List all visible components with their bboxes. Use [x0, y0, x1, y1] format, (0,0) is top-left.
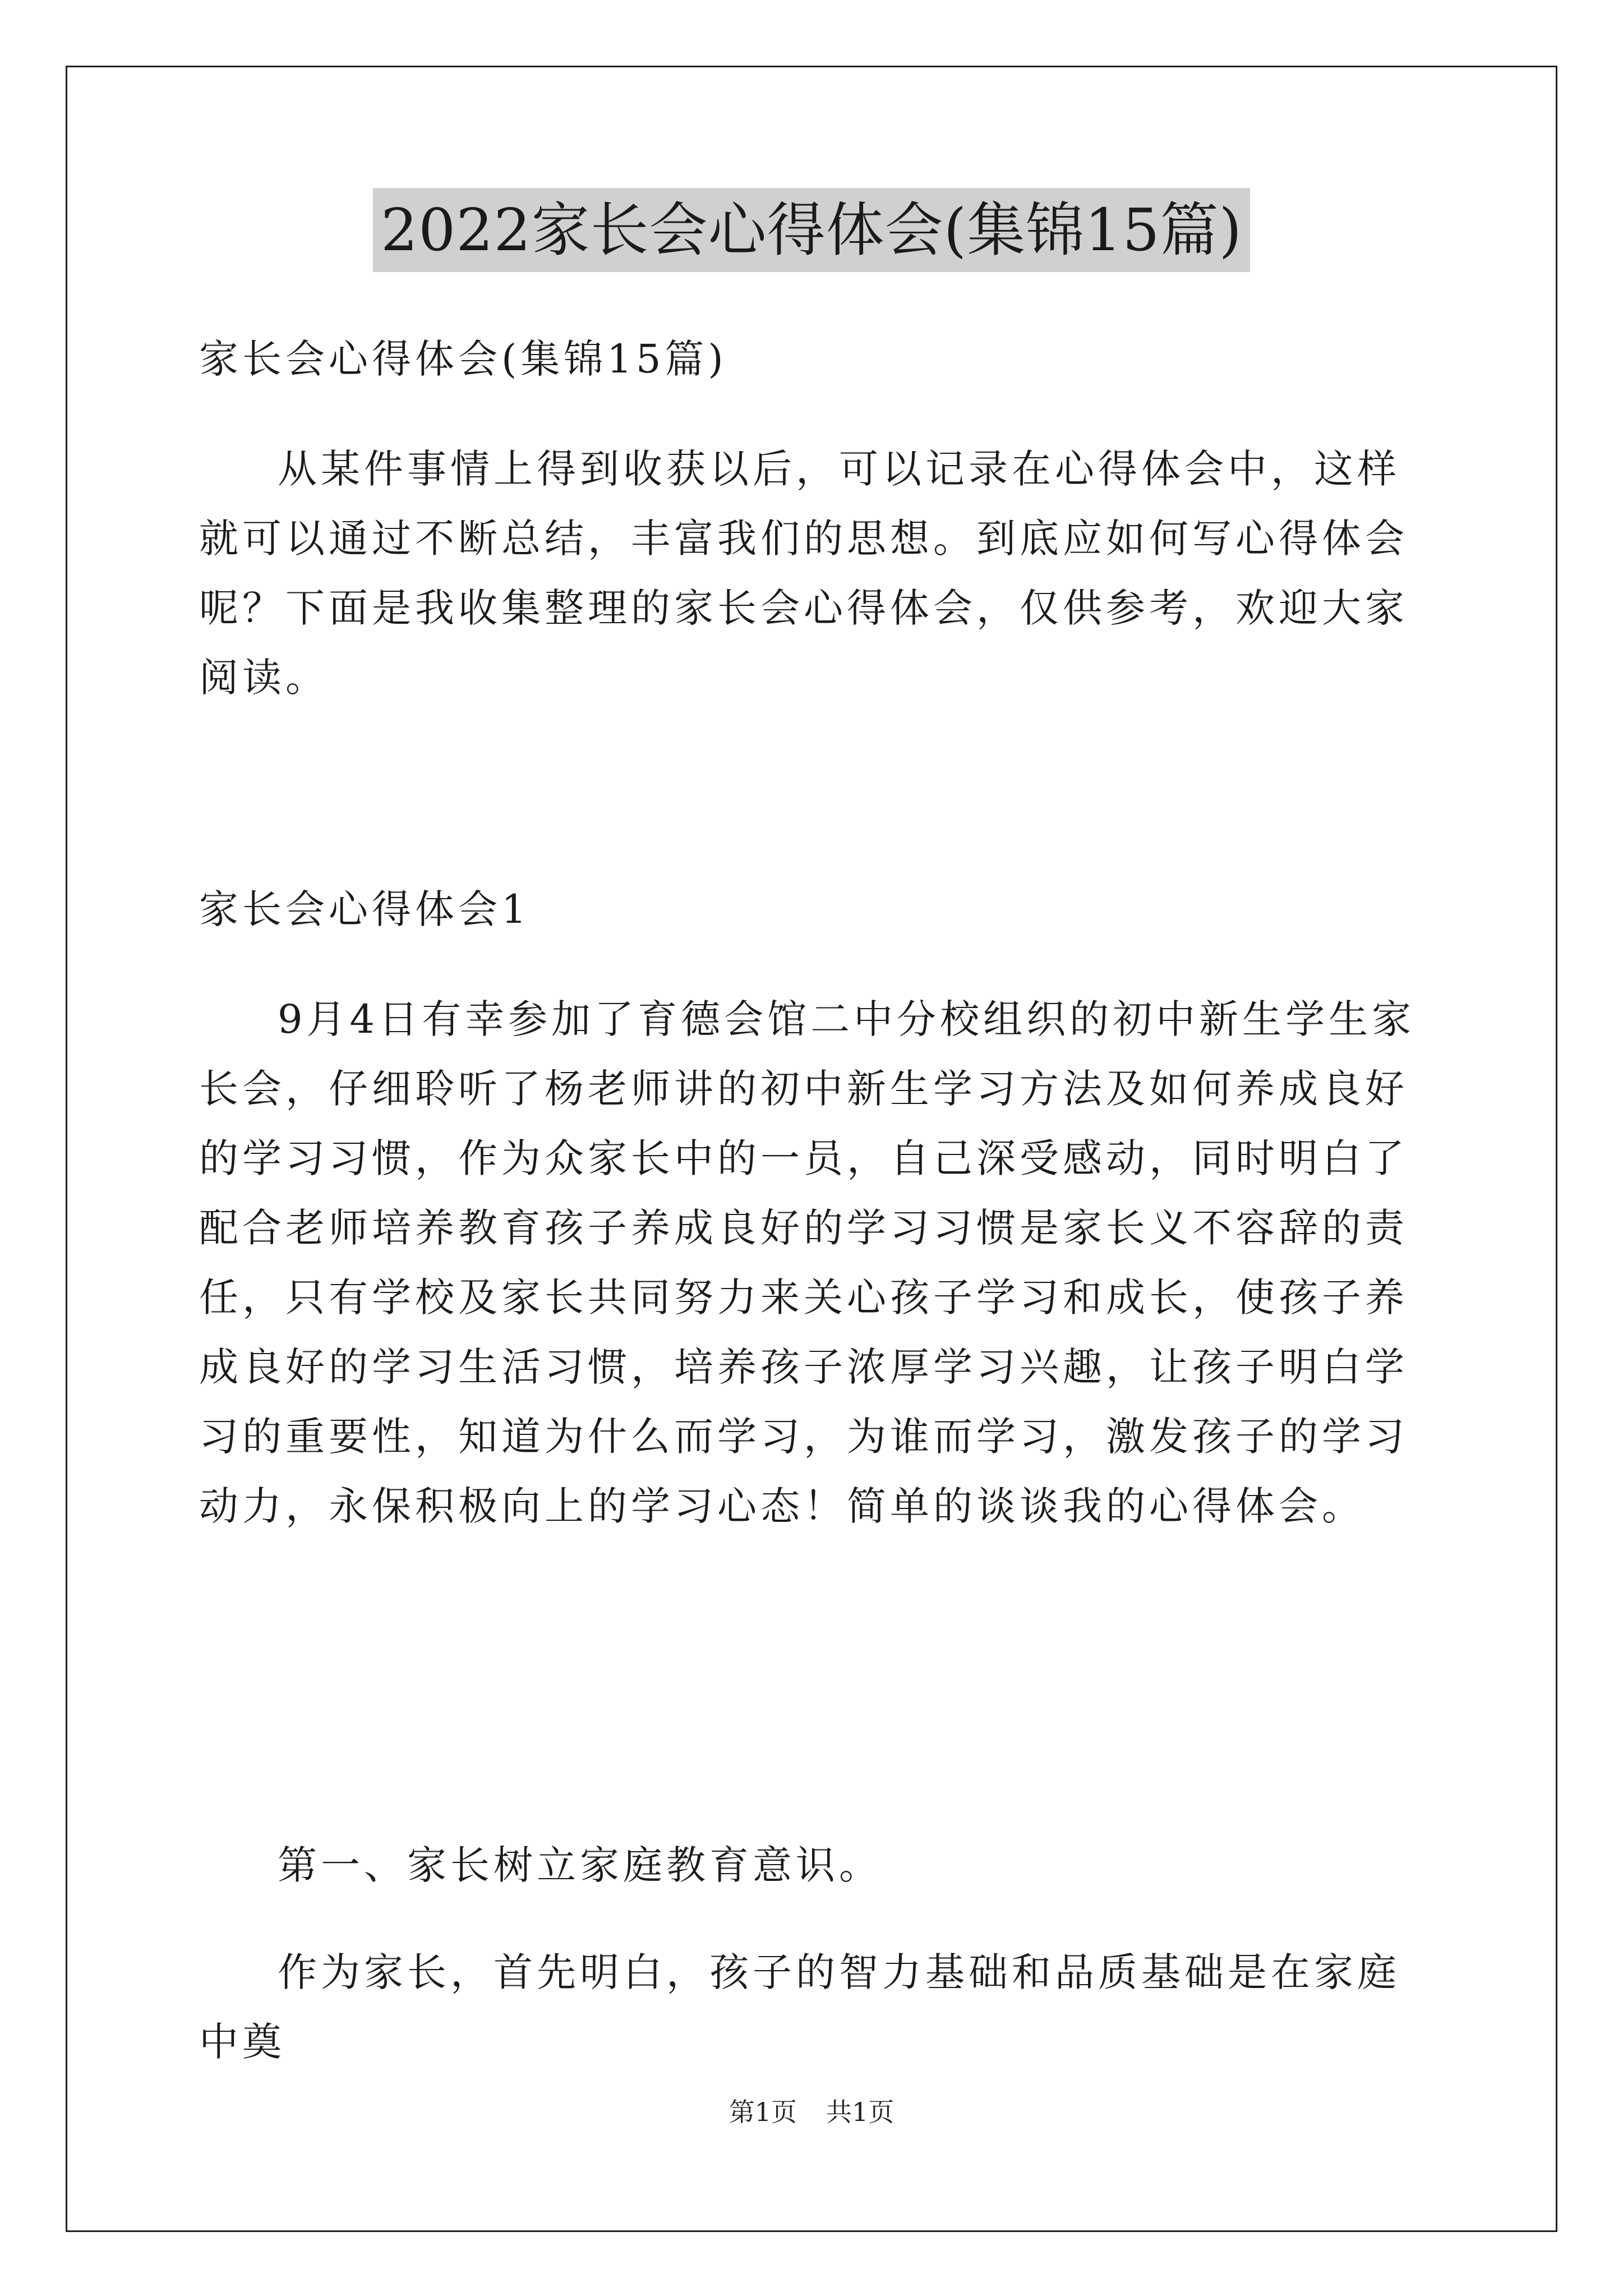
- body-paragraph: 作为家长，首先明白，孩子的智力基础和品质基础是在家庭中奠: [199, 1949, 1400, 2065]
- page-footer: [0, 2095, 1623, 2129]
- page-total: 共1页: [826, 2097, 895, 2127]
- intro-paragraph: 从某件事情上得到收获以后，可以记录在心得体会中，这样就可以通过不断总结，丰富我们的思想。到底应如何写心得体会呢？下面是我收集整理的家长会心得体会，仅供参考，欢迎大家阅读。: [199, 446, 1408, 701]
- section-heading: 家长会心得体会1: [199, 886, 531, 932]
- document-title: 2022家长会心得体会(集锦15篇): [373, 188, 1250, 272]
- body-paragraph: 9月4日有幸参加了育德会馆二中分校组织的初中新生学生家长会，仔细聆听了杨老师讲的初中新生学习方法及如何养成良好的学习习惯，作为众家长中的一员，自己深受感动，同时明白了配合老师培养教育孩子养成良好的学习习惯是家长义不容辞的责任，只有学校及家长共同努力来关心孩子学习和成长，使孩子养成良好的学习生活习惯，培养孩子浓厚学习兴趣，让孩子明白学习的重要性，知道为什么而学习，为谁而学习，激发孩子的学习动力，永保积极向上的学习心态！简单的谈谈我的心得体会。: [199, 996, 1415, 1529]
- body-paragraph: 第一、家长树立家庭教育意识。: [278, 1842, 882, 1888]
- document-subtitle: 家长会心得体会(集锦15篇): [199, 336, 727, 382]
- title-container: [0, 188, 1623, 272]
- page-number: 第1页: [728, 2097, 797, 2127]
